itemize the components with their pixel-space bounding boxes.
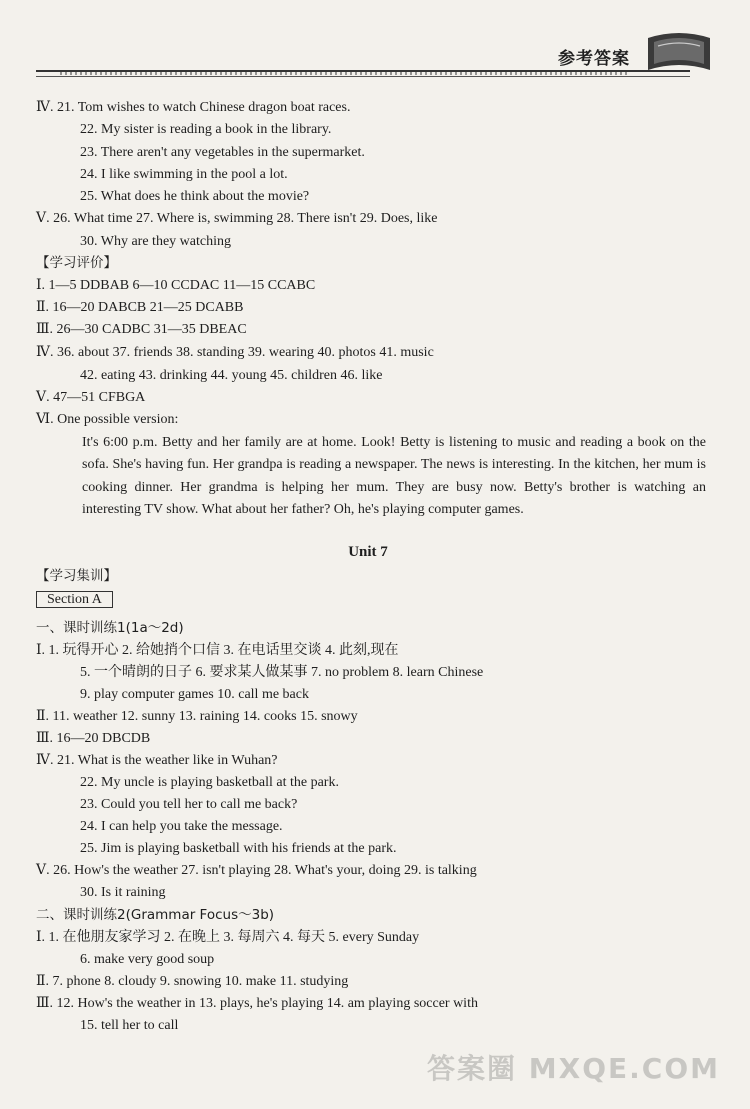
answer-line: Ⅴ. 47—51 CFBGA <box>36 390 146 405</box>
answer-line: 22. My uncle is playing basketball at the park. <box>80 775 339 790</box>
answer-line: 24. I can help you take the message. <box>80 819 283 834</box>
book-icon <box>644 30 714 76</box>
answer-line: Ⅲ. 26—30 CADBC 31—35 DBEAC <box>36 322 247 337</box>
answer-line: Ⅱ. 11. weather 12. sunny 13. raining 14. cooks 15. snowy <box>36 709 358 724</box>
answer-line: 9. play computer games 10. call me back <box>80 687 309 702</box>
answer-line: Ⅴ. 26. How's the weather 27. isn't playing 28. What's your, doing 29. is talking <box>36 863 477 878</box>
answer-line: 【学习评价】 <box>36 255 117 271</box>
watermark: 答案圈 MXQE.COM <box>427 1052 720 1085</box>
page-header <box>0 0 750 90</box>
answer-line: Ⅱ. 16—20 DABCB 21—25 DCABB <box>36 300 244 315</box>
answer-line: Ⅳ. 36. about 37. friends 38. standing 39. wearing 40. photos 41. music <box>36 345 434 360</box>
answer-line: 23. Could you tell her to call me back? <box>80 797 298 812</box>
answer-line: 一、课时训练1(1a～2d) <box>36 620 184 636</box>
header-dotted-rule <box>60 72 630 75</box>
answer-line: 【学习集训】 <box>36 568 117 584</box>
header-title: 参考答案 <box>558 49 630 69</box>
answer-line: Ⅳ. 21. Tom wishes to watch Chinese dragon boat races. <box>36 100 351 115</box>
header-rule-thin <box>36 76 690 77</box>
section-label: Section A <box>36 591 113 608</box>
sample-essay: It's 6:00 p.m. Betty and her family are at home. Look! Betty is listening to music and reading a book on the sofa. She's having fun. Her grandpa is reading a newspaper. The news is interesting. In the kitchen, her mum is cooking dinner. Her grandma is helping her mum. They are busy now. Betty's brother is watching an interesting TV show. What about her father? Oh, he's playing computer games. <box>82 435 706 517</box>
answer-line: 6. make very good soup <box>80 952 215 967</box>
answer-line: Ⅴ. 26. What time 27. Where is, swimming 28. There isn't 29. Does, like <box>36 211 438 226</box>
answer-line <box>36 590 113 610</box>
unit-title: Unit 7 <box>348 544 388 560</box>
answer-line: 30. Is it raining <box>80 885 166 900</box>
answer-line: 5. 一个晴朗的日子 6. 要求某人做某事 7. no problem 8. learn Chinese <box>80 665 484 680</box>
answer-line: 二、课时训练2(Grammar Focus～3b) <box>36 907 275 923</box>
answer-line: 30. Why are they watching <box>80 234 231 249</box>
answer-line: Ⅲ. 12. How's the weather in 13. plays, he's playing 14. am playing soccer with <box>36 996 478 1011</box>
answer-line: 25. Jim is playing basketball with his friends at the park. <box>80 841 397 856</box>
answer-line: 23. There aren't any vegetables in the supermarket. <box>80 145 365 160</box>
answer-line: 15. tell her to call <box>80 1018 179 1033</box>
answer-line: 22. My sister is reading a book in the library. <box>80 122 332 137</box>
answer-line: Ⅰ. 1—5 DDBAB 6—10 CCDAC 11—15 CCABC <box>36 278 316 293</box>
answer-line: Ⅵ. One possible version: <box>36 412 179 427</box>
answer-line: 25. What does he think about the movie? <box>80 189 310 204</box>
answer-line: Ⅰ. 1. 玩得开心 2. 给她捎个口信 3. 在电话里交谈 4. 此刻,现在 <box>36 643 399 658</box>
answer-line: Ⅱ. 7. phone 8. cloudy 9. snowing 10. make 11. studying <box>36 974 349 989</box>
answer-line: 24. I like swimming in the pool a lot. <box>80 167 288 182</box>
answer-line: Ⅰ. 1. 在他朋友家学习 2. 在晚上 3. 每周六 4. 每天 5. every Sunday <box>36 930 420 945</box>
answer-line: 42. eating 43. drinking 44. young 45. children 46. like <box>80 368 383 383</box>
answer-line: Ⅲ. 16—20 DBCDB <box>36 731 151 746</box>
answer-line: Ⅳ. 21. What is the weather like in Wuhan? <box>36 753 278 768</box>
